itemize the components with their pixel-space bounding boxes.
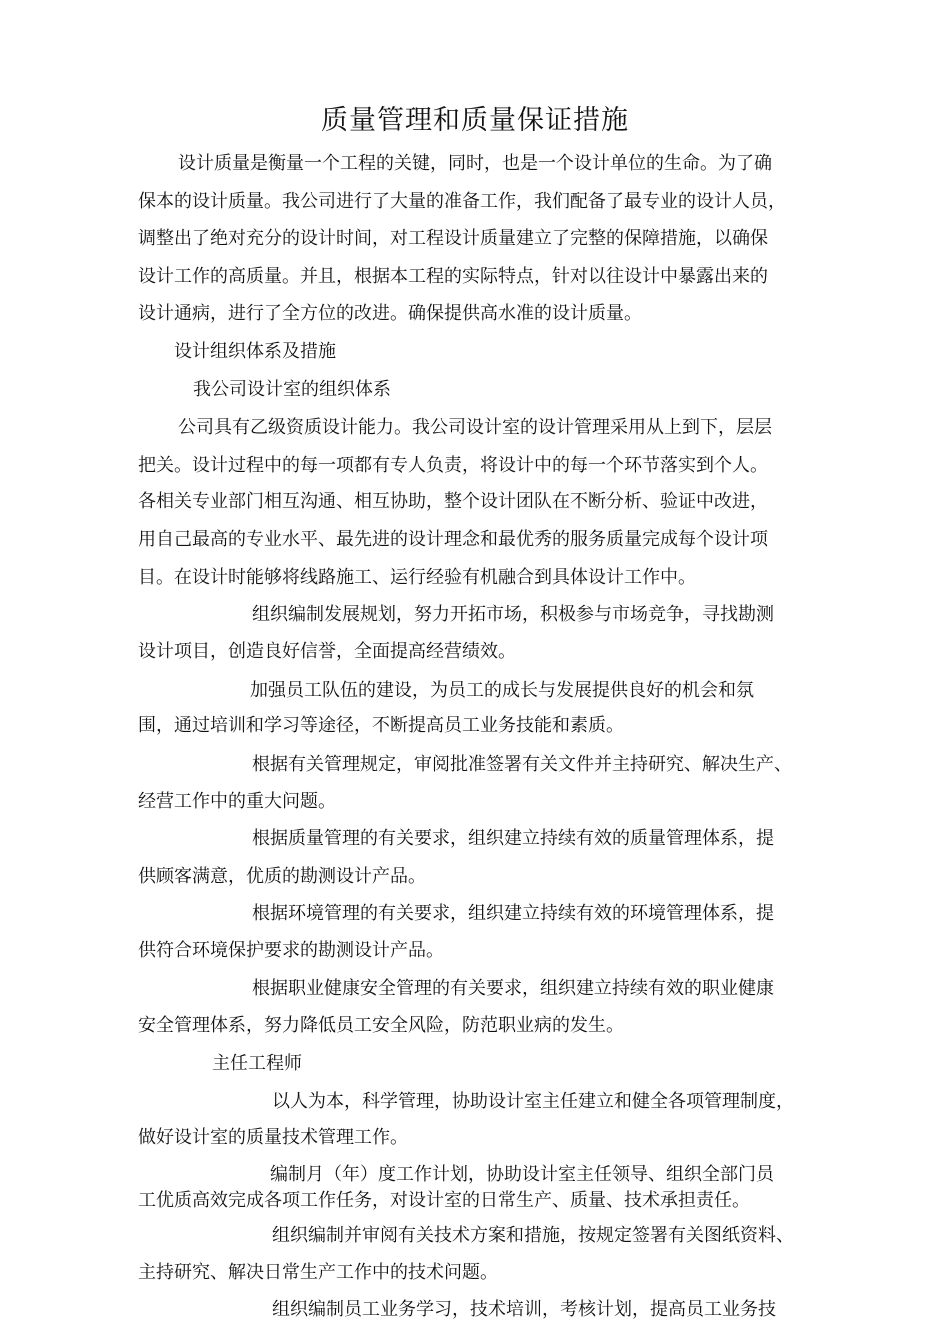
paragraph-line: 根据质量管理的有关要求，组织建立持续有效的质量管理体系，提	[252, 828, 774, 849]
document-title: 质量管理和质量保证措施	[321, 105, 629, 136]
paragraph-line: 以人为本，科学管理，协助设计室主任建立和健全各项管理制度，	[272, 1091, 794, 1112]
paragraph-line: 调整出了绝对充分的设计时间，对工程设计质量建立了完整的保障措施，以确保	[138, 228, 768, 249]
paragraph-line: 围，通过培训和学习等途径，不断提高员工业务技能和素质。	[138, 715, 624, 736]
paragraph-line: 公司具有乙级资质设计能力。我公司设计室的设计管理采用从上到下，层层	[178, 417, 772, 438]
paragraph-line: 用自己最高的专业水平、最先进的设计理念和最优秀的服务质量完成每个设计项	[138, 529, 768, 550]
paragraph-line: 工优质高效完成各项工作任务，对设计室的日常生产、质量、技术承担责任。	[138, 1190, 750, 1211]
paragraph-line: 经营工作中的重大问题。	[138, 791, 336, 812]
paragraph-line: 组织编制员工业务学习，技术培训，考核计划，提高员工业务技	[272, 1299, 776, 1320]
section-heading: 主任工程师	[212, 1053, 302, 1074]
paragraph-line: 做好设计室的质量技术管理工作。	[138, 1127, 408, 1148]
paragraph-line: 设计项目，创造良好信誉，全面提高经营绩效。	[138, 641, 516, 662]
paragraph-line: 编制月（年）度工作计划，协助设计室主任领导、组织全部门员	[270, 1164, 774, 1185]
paragraph-line: 供符合环境保护要求的勘测设计产品。	[138, 940, 444, 961]
paragraph-line: 安全管理体系，努力降低员工安全风险，防范职业病的发生。	[138, 1015, 624, 1036]
paragraph-line: 目。在设计时能够将线路施工、运行经验有机融合到具体设计工作中。	[138, 567, 696, 588]
paragraph-line: 保本的设计质量。我公司进行了大量的准备工作，我们配备了最专业的设计人员，	[138, 191, 786, 212]
paragraph-line: 加强员工队伍的建设，为员工的成长与发展提供良好的机会和氛	[250, 680, 754, 701]
subsection-heading: 我公司设计室的组织体系	[193, 379, 391, 400]
paragraph-line: 组织编制并审阅有关技术方案和措施，按规定签署有关图纸资料、	[272, 1225, 794, 1246]
paragraph-line: 组织编制发展规划，努力开拓市场，积极参与市场竞争，寻找勘测	[252, 604, 774, 625]
paragraph-line: 设计通病，进行了全方位的改进。确保提供高水准的设计质量。	[138, 303, 642, 324]
section-heading: 设计组织体系及措施	[174, 341, 336, 362]
paragraph-line: 根据有关管理规定，审阅批准签署有关文件并主持研究、解决生产、	[252, 754, 792, 775]
paragraph-line: 设计工作的高质量。并且，根据本工程的实际特点，针对以往设计中暴露出来的	[138, 266, 768, 287]
paragraph-line: 各相关专业部门相互沟通、相互协助，整个设计团队在不断分析、验证中改进，	[138, 491, 768, 512]
paragraph-line: 根据职业健康安全管理的有关要求，组织建立持续有效的职业健康	[252, 978, 774, 999]
paragraph-line: 供顾客满意，优质的勘测设计产品。	[138, 866, 426, 887]
paragraph-line: 设计质量是衡量一个工程的关键，同时，也是一个设计单位的生命。为了确	[178, 153, 772, 174]
paragraph-line: 根据环境管理的有关要求，组织建立持续有效的环境管理体系，提	[252, 903, 774, 924]
paragraph-line: 把关。设计过程中的每一项都有专人负责，将设计中的每一个环节落实到个人。	[138, 455, 768, 476]
paragraph-line: 主持研究、解决日常生产工作中的技术问题。	[138, 1262, 498, 1283]
